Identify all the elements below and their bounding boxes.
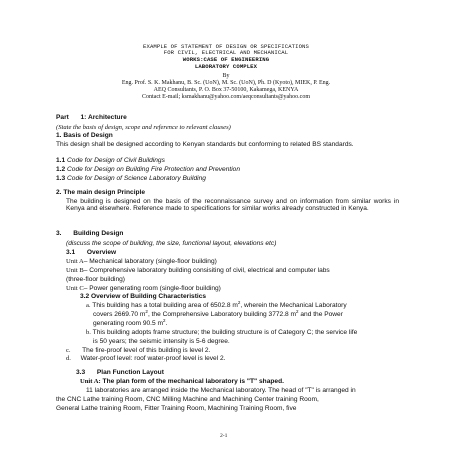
section-1-title: Basis of Design xyxy=(63,132,113,139)
section-3-heading xyxy=(56,230,123,237)
doc-title-line-2: FOR CIVIL, ELECTRICAL AND MECHANICAL xyxy=(163,49,289,56)
code-item-2-num: 1.2 xyxy=(56,166,66,173)
characteristics-heading xyxy=(80,293,206,300)
item-d-label: d. xyxy=(66,355,71,362)
item-a-text-2-end: and the Power xyxy=(298,311,343,318)
item-a-sup-3: 2 xyxy=(296,308,299,314)
section-1-num: 1. xyxy=(56,132,62,139)
item-a-line-2 xyxy=(93,308,343,318)
section-1-text: This design shall be designed according to Kenyan standards but conforming to related BS standards. xyxy=(56,141,354,148)
characteristics-num: 3.2 xyxy=(80,293,90,300)
unit-b-line xyxy=(66,267,330,274)
item-a-sup-4: 2 xyxy=(163,317,166,323)
section-2-num: 2. xyxy=(56,189,62,196)
unit-a-plan-title: The plan form of the mechanical laboratory is "T" shaped. xyxy=(102,378,284,385)
item-a-label: a. xyxy=(86,302,91,309)
code-item-1 xyxy=(56,157,165,164)
function-layout-heading xyxy=(76,369,164,376)
part-heading-text: 1: Architecture xyxy=(80,114,127,121)
section-3-title: Building Design xyxy=(73,230,124,237)
item-a-text-3: generating room 90.5 m xyxy=(93,320,164,327)
code-item-3 xyxy=(56,175,206,182)
unit-a-label: Unit A xyxy=(66,258,84,265)
doc-title-line-3: WORKS:CASE OF ENGINEERING xyxy=(182,56,270,63)
item-c-label: c. xyxy=(66,347,71,354)
item-a-sup-1: 2 xyxy=(237,299,241,305)
unit-b-line-2: (three-floor building) xyxy=(66,276,126,283)
unit-a-line xyxy=(66,258,217,265)
code-item-1-num: 1.1 xyxy=(56,157,66,164)
layout-para-line-1: 11 laboratories are arranged inside the Mechanical laboratory. The head of "T" is arranged in xyxy=(86,387,356,394)
characteristics-title: Overview of Building Characteristics xyxy=(91,293,207,300)
unit-b-text: – Comprehensive laboratory building consisiting of civil, electrical and computer labs xyxy=(83,267,330,274)
function-layout-num: 3.3 xyxy=(76,369,86,376)
item-d-line xyxy=(66,355,226,362)
item-a-text-2-mid: , the Comprehensive Laboratory building 3772.8 m xyxy=(147,311,297,318)
doc-title-line-4: LABORATORY COMPLEX xyxy=(194,63,258,70)
part-heading-num: Part xyxy=(56,114,69,121)
author-line-1: Eng. Prof. S. K. Makhanu, B. Sc. (UoN), M. Sc. (UoN), Ph. D (Kyoto), MIEK, P. Eng. xyxy=(121,80,331,86)
unit-a-plan-label: Unit A: xyxy=(80,378,101,385)
section-3-note: (discuss the scope of building, the size, functional layout, elevations etc) xyxy=(66,240,277,247)
part-heading xyxy=(56,114,127,121)
code-item-3-label: Code for Design of Science Laboratory Building xyxy=(67,175,206,182)
function-layout-title: Plan Function Layout xyxy=(96,369,164,376)
item-b-label: b. xyxy=(86,329,91,336)
overview-title: Overview xyxy=(86,249,117,256)
section-2-title: The main design Principle xyxy=(63,189,146,196)
item-b-text-1: This building adopts frame structure; the building structure is of Category C; the service life xyxy=(92,329,358,336)
doc-title-line-1: EXAMPLE OF STATEMENT OF DESIGN OR SPECIFICATIONS xyxy=(143,43,309,50)
unit-a-plan-line xyxy=(80,378,284,385)
overview-num: 3.1 xyxy=(66,249,76,256)
part-note: (State the basis of design, scope and reference to relevant clauses) xyxy=(56,124,231,131)
item-a-text-1: This building has a total building area of 6502.8 m xyxy=(92,302,238,309)
unit-b-label: Unit B xyxy=(66,267,84,274)
author-line-3: Contact E-mail; ksmakhanu@yahoo.com/aeqconsultants@yahoo.com xyxy=(141,94,310,100)
section-3-num: 3. xyxy=(56,230,62,237)
section-2-heading xyxy=(56,189,145,196)
section-2-text: The building is designed on the basis of the reconnaissance survey and on information from similar works in Kenya and elsewhere. Reference made to specifications for similar works already constructed in Kenya. xyxy=(66,198,399,213)
unit-c-text: – Power generating room (single-floor building) xyxy=(83,285,221,292)
item-c-line xyxy=(66,347,210,354)
page-number: 2-1 xyxy=(220,433,228,439)
code-item-2-label: Code for Design on Building Fire Protection and Prevention xyxy=(67,166,241,173)
overview-heading xyxy=(66,249,116,256)
code-item-3-num: 1.3 xyxy=(56,175,66,182)
section-1-heading xyxy=(56,132,113,139)
item-b-line-2: is 50 years; the seismic intensity is 5-6 degree. xyxy=(93,338,230,345)
item-a-line-1 xyxy=(86,299,347,309)
unit-c-line xyxy=(66,285,221,292)
item-a-sup-2: 2 xyxy=(145,308,148,314)
code-item-2 xyxy=(56,166,240,173)
by-line: By xyxy=(222,73,230,79)
unit-c-label: Unit C xyxy=(66,285,84,292)
item-c-text: The fire-proof level of this building is level 2. xyxy=(82,347,211,354)
item-a-text-3-end: . xyxy=(165,320,168,327)
item-a-text-1-end: , wherein the Mechanical Laboratory xyxy=(240,302,347,309)
item-d-text: Water-proof level: roof water-proof level is level 2. xyxy=(80,355,226,362)
author-line-2: AEQ Consultants, P. O. Box 37-50100, Kakamega, KENYA xyxy=(153,87,299,93)
layout-para-line-2: the CNC Lathe training Room, CNC Milling Machine and Machining Center training Room, xyxy=(56,396,319,403)
unit-a-text: – Mechanical laboratory (single-floor building) xyxy=(83,258,217,265)
item-b-line-1 xyxy=(86,329,357,336)
item-a-text-2: covers 2669.70 m xyxy=(93,311,146,318)
code-item-1-label: Code for Design of Civil Buildings xyxy=(67,157,165,164)
layout-para-line-3: General Lathe training Room, Fitter Training Room, Machining Training Room, five xyxy=(56,405,297,412)
item-a-line-3 xyxy=(93,317,168,327)
